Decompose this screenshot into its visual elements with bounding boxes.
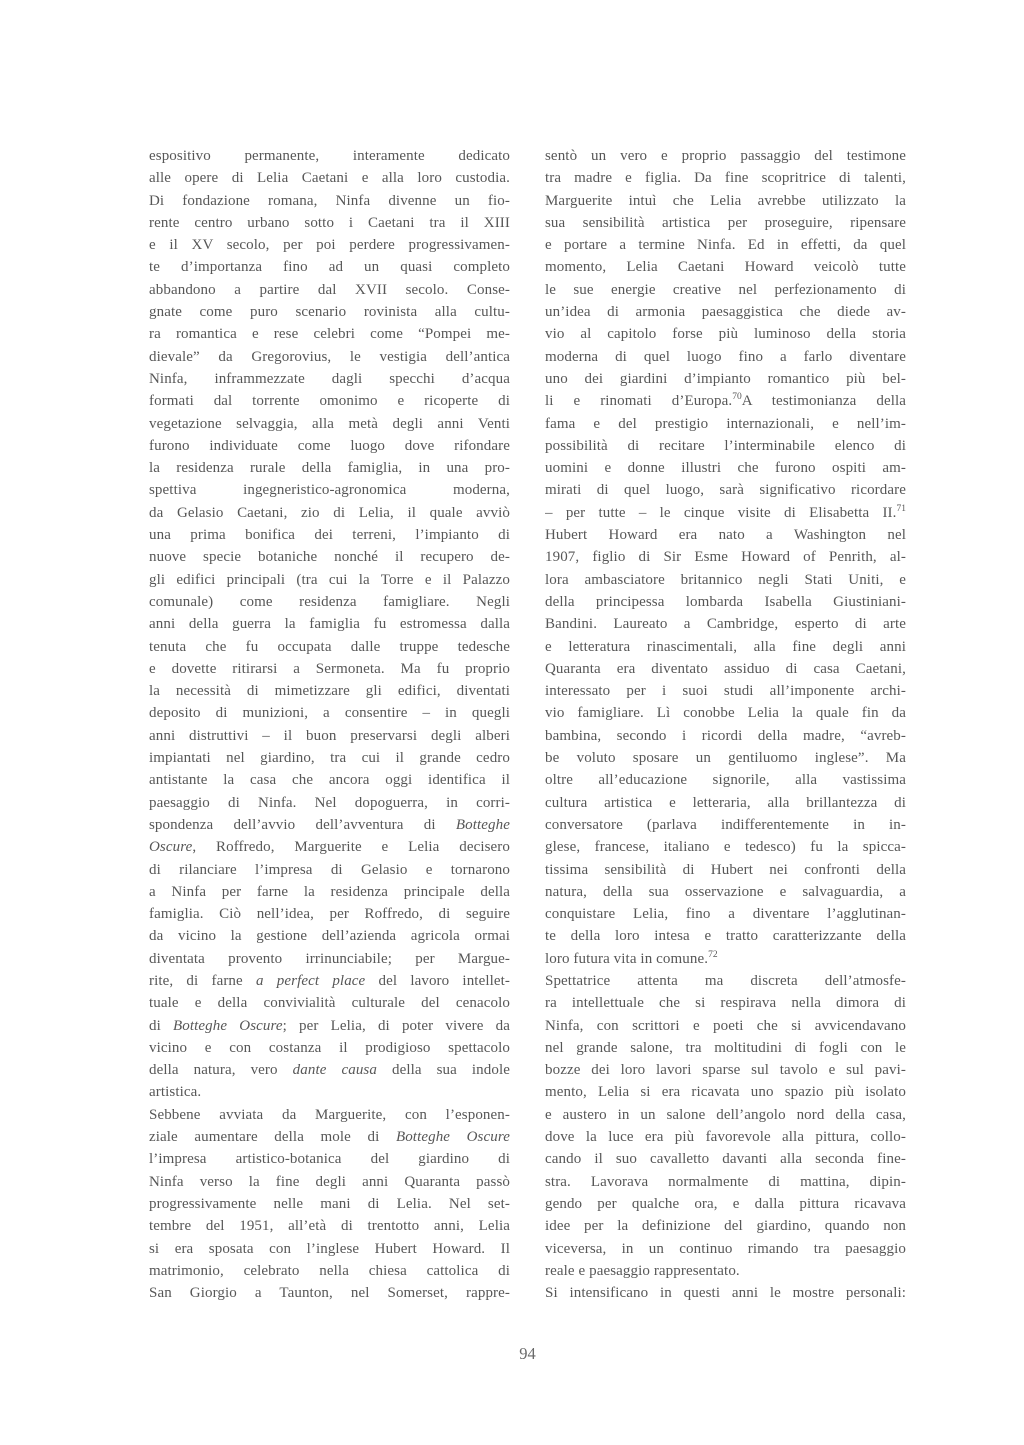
text-line: gnate come puro scenario rovinista alla cultu- (149, 304, 510, 321)
text-line: vio al capitolo forse più luminoso della storia (545, 326, 906, 343)
footnote-reference: 71 (896, 503, 906, 514)
text-line: mento, Lelia si era ricavata uno spazio più isolato (545, 1084, 906, 1101)
text-line: la residenza rurale della famiglia, in una pro- (149, 460, 510, 477)
text-line: possibilità di recitare l’interminabile elenco di (545, 437, 906, 454)
text-line: natura, della sua osservazione e salvaguardia, a (545, 883, 906, 900)
text-line: nel grande salone, tra moltitudini di fogli con le (545, 1039, 906, 1056)
text-line: famiglia. Ciò nell’idea, per Roffredo, di seguire (149, 906, 510, 923)
text-line: – per tutte – le cinque visite di Elisabetta II.$^{71}$ (545, 503, 906, 521)
text-line: cando il suo cavalletto davanti alla seconda fine- (545, 1151, 906, 1168)
text-line: Sebbene avviata da Marguerite, con l’esponen- (149, 1106, 510, 1123)
text-line: tuale e della convivialità culturale del cenacolo (149, 995, 510, 1012)
text-line: matrimonio, celebrato nella chiesa cattolica di (149, 1262, 510, 1279)
text-line: comunale) come residenza famigliare. Negli (149, 593, 510, 610)
text-line: vicino e con costanza il prodigioso spettacolo (149, 1039, 510, 1056)
text-line: vio famigliare. Lì conobbe Lelia la quale fin da (545, 705, 906, 722)
text-line: artistica. (149, 1084, 202, 1101)
text-line: espositivo permanente, interamente dedicato (149, 148, 510, 164)
text-line: e dovette ritirarsi a Sermoneta. Ma fu proprio (149, 660, 510, 677)
text-line: sua sensibilità artistica per proseguire, ripensare (545, 214, 906, 231)
text-line: be voluto sposare un gentiluomo inglese”. Ma (545, 750, 906, 767)
text-line: diventata provento irrinunciabile; per Margue- (149, 950, 510, 967)
text-line: Ninfa, con scrittori e poeti che si avvicendavano (545, 1017, 906, 1034)
text-line: antistante la casa che ancora oggi identifica il (149, 772, 510, 789)
text-line: della natura, vero dante causa della sua indole (149, 1062, 510, 1079)
text-line: si era sposata con l’inglese Hubert Howard. Il (149, 1240, 510, 1257)
text-line: alle opere di Lelia Caetani e alla loro custodia. (149, 170, 510, 187)
text-line: anni distruttivi – il buon preservarsi degli alberi (149, 727, 510, 744)
text-line: abbandono a partire dal XVII secolo. Conse- (149, 281, 510, 298)
text-line: ziale aumentare della mole di Botteghe Oscure (149, 1129, 510, 1146)
text-line: Ninfa, inframmezzate dagli specchi d’acqua (149, 370, 510, 387)
text-line: Bandini. Laureato a Cambridge, esperto di arte (545, 616, 906, 633)
text-line: nuove specie botaniche nonché il recupero de- (149, 549, 510, 566)
text-line: uno dei giardini d’impianto romantico più bel- (545, 370, 906, 387)
text-line: Si intensificano in questi anni le mostre personali: (545, 1285, 906, 1302)
text-line: anni della guerra la famiglia fu estromessa dalla (149, 616, 510, 633)
italic-text: a perfect place (256, 972, 366, 989)
text-line: Marguerite intuì che Lelia avrebbe utilizzato la (545, 192, 906, 209)
page-number: 94 (519, 1344, 536, 1363)
text-line: Quaranta era diventato assiduo di casa Caetani, (545, 660, 906, 677)
text-line: furono individuate come luogo dove rifondare (149, 437, 510, 454)
text-line: moderna di quel luogo fino a farlo diventare (545, 348, 906, 365)
text-line: vegetazione selvaggia, alla metà degli anni Venti (149, 415, 510, 432)
text-line: mirati di quel luogo, sarà significativo ricordare (545, 482, 906, 499)
text-line: glese, francese, italiano e tedesco) fu la spicca- (545, 839, 906, 856)
text-line: uomini e donne illustri che furono ospiti am- (545, 460, 906, 477)
text-line: impiantati nel giardino, tra cui il grande cedro (149, 750, 510, 767)
text-line: ra intellettuale che si respirava nella dimora di (545, 995, 906, 1012)
text-line: di rilanciare l’impresa di Gelasio e tornarono (149, 861, 510, 878)
text-line: tembre del 1951, all’età di trentotto anni, Lelia (149, 1218, 510, 1235)
text-line: l’impresa artistico-botanica del giardino di (149, 1151, 510, 1168)
text-line: cultura artistica e letteraria, alla brillantezza di (545, 794, 906, 811)
column-right (545, 145, 906, 1304)
text-line: rente centro urbano sotto i Caetani tra il XIII (149, 214, 510, 231)
text-line: reale e paesaggio rappresentato. (545, 1262, 740, 1279)
text-line: momento, Lelia Caetani Howard veicolò tutte (545, 259, 906, 276)
text-line: conversatore (parlava indifferentemente in in- (545, 816, 906, 833)
italic-text: Botteghe (455, 816, 510, 833)
text-line: rite, di farne a perfect place del lavoro intellet- (149, 972, 510, 989)
text-line: dove la luce era più favorevole alla pittura, collo- (545, 1129, 906, 1146)
text-line: gendo per qualche ora, e dalla pittura ricavava (545, 1195, 906, 1212)
text-line: ra romantica e rese celebri come “Pompei me- (149, 326, 510, 343)
text-line: spondenza dell’avvio dell’avventura di Botteghe (149, 816, 510, 833)
text-line: tenuta che fu occupata dalle truppe tedesche (149, 638, 510, 655)
text-line: e austero in un salone dell’angolo nord della casa, (545, 1106, 906, 1123)
text-line: 1907, figlio di Sir Esme Howard of Penrith, al- (545, 549, 906, 566)
text-line: Hubert Howard era nato a Washington nel (545, 527, 906, 544)
text-line: sentò un vero e proprio passaggio del testimone (545, 148, 906, 164)
text-line: e portare a termine Ninfa. Ed in effetti, da quel (545, 237, 906, 254)
text-line: la necessità di mimetizzare gli edifici, diventati (149, 683, 510, 700)
text-line: formati dal torrente omonimo e ricoperte di (149, 393, 510, 410)
text-line: te della loro intesa e tratto caratterizzante della (545, 928, 906, 945)
text-line: dievale” da Gregorovius, le vestigia dell’antica (149, 348, 510, 365)
text-line: e il XV secolo, per poi perdere progressivamen- (149, 237, 510, 254)
text-line: gli edifici principali (tra cui la Torre e il Palazzo (149, 571, 510, 588)
text-line: te d’importanza fino ad un quasi completo (149, 259, 510, 276)
text-line: interessato per i suoi studi all’imponente archi- (545, 683, 906, 700)
text-line: li e rinomati d’Europa.$^{70}$A testimonianza della (545, 392, 906, 410)
text-columns (149, 145, 906, 1304)
text-line: Oscure, Roffredo, Marguerite e Lelia decisero (149, 839, 510, 856)
text-line: le sue energie creative nel perfezionamento di (545, 281, 906, 298)
text-line: lora ambasciatore britannico negli Stati Uniti, e (545, 571, 906, 588)
text-line: conquistare Lelia, fino a diventare l’agglutinan- (545, 906, 906, 923)
text-line: un’idea di armonia paesaggistica che diede av- (545, 304, 906, 321)
text-line: San Giorgio a Taunton, nel Somerset, rappre- (149, 1285, 510, 1302)
text-line: una prima bonifica dei terreni, l’impianto di (149, 527, 510, 544)
text-line: deposito di munizioni, a consentire – in quegli (149, 705, 510, 722)
text-line: bozze dei loro lavori sparse sul tavolo e sul pavi- (545, 1062, 906, 1079)
text-line: viceversa, in un continuo rimando tra paesaggio (545, 1240, 906, 1257)
text-line: spettiva ingegneristico-agronomica moderna, (149, 482, 510, 499)
italic-text: dante causa (292, 1062, 377, 1079)
text-line: tra madre e figlia. Da fine scopritrice di talenti, (545, 170, 906, 187)
text-line: e letteratura rinascimentali, alla fine degli anni (545, 638, 906, 655)
text-line: fama e del prestigio internazionali, e nell’im- (545, 415, 906, 432)
text-line: stra. Lavorava normalmente di mattina, dipin- (545, 1173, 906, 1190)
text-line: bambina, secondo i ricordi della madre, “avreb- (545, 727, 906, 744)
text-line: della principessa lombarda Isabella Giustiniani- (545, 593, 906, 610)
text-line: a Ninfa per farne la residenza principale della (149, 883, 510, 900)
italic-text: Oscure (149, 839, 193, 856)
footnote-reference: 70 (732, 392, 742, 403)
text-line: oltre all’educazione signorile, alla vastissima (545, 772, 906, 789)
text-line: Ninfa verso la fine degli anni Quaranta passò (149, 1173, 510, 1190)
text-line: da Gelasio Caetani, zio di Lelia, il quale avviò (149, 504, 510, 521)
text-line: idee per la definizione del giardino, quando non (545, 1218, 906, 1235)
column-left (149, 145, 510, 1304)
italic-text: Botteghe Oscure (173, 1017, 283, 1034)
footnote-reference: 72 (708, 949, 718, 960)
text-line: Di fondazione romana, Ninfa divenne un fio- (149, 192, 510, 209)
text-line: paesaggio di Ninfa. Nel dopoguerra, in corri- (149, 794, 510, 811)
text-line: progressivamente nelle mani di Lelia. Nel set- (149, 1195, 510, 1212)
text-line: di Botteghe Oscure; per Lelia, di poter vivere da (149, 1017, 510, 1034)
italic-text: Botteghe Oscure (395, 1129, 510, 1146)
text-line: tissima sensibilità di Hubert nei confronti della (545, 861, 906, 878)
text-line: da vicino la gestione dell’azienda agricola ormai (149, 928, 510, 945)
text-line: Spettatrice attenta ma discreta dell’atmosfe- (545, 972, 906, 989)
text-line: loro futura vita in comune.$^{72}$ (545, 949, 718, 967)
